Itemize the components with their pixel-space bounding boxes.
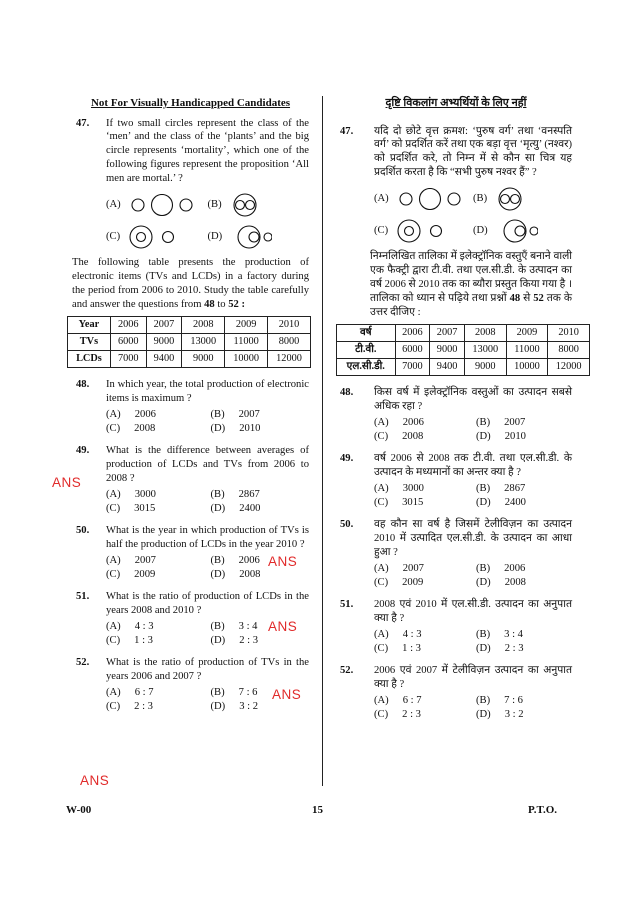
question-number: 50. — [76, 524, 90, 536]
option-label: (D) — [473, 225, 488, 237]
table-cell: 2008 — [464, 325, 506, 342]
table-cell: 8000 — [268, 334, 311, 351]
table-cell: 2008 — [182, 317, 225, 334]
question-text: What is the difference between averages of production of LCDs and TVs from 2006 to 2008 ? — [106, 445, 309, 485]
hindi-column — [340, 96, 582, 730]
option-d: (D) 2400 — [476, 497, 526, 509]
option-c: (C) 3015 — [106, 502, 156, 514]
question-text: वर्ष 2006 से 2008 तक टी.वी. तथा एल.सी.डी. के उत्पादन के मध्यमानों का अन्तर क्या है ? — [374, 453, 572, 479]
table-row-tvs — [68, 334, 311, 351]
table-cell: 9400 — [146, 351, 182, 368]
table-header-row — [68, 317, 311, 334]
table-cell: 7000 — [395, 359, 430, 376]
question-number: 47. — [76, 117, 90, 129]
option-a — [374, 188, 473, 210]
venn-figure-a — [397, 188, 463, 210]
table-cell: 6000 — [110, 334, 146, 351]
table-row-tvs — [337, 342, 590, 359]
option-a — [106, 194, 208, 216]
venn-figure-d — [496, 219, 538, 243]
answer-options — [374, 694, 572, 722]
question-number: 47. — [340, 125, 354, 137]
table-intro-hindi: निम्नलिखित तालिका में इलेक्ट्रॉनिक वस्तुएँ बनाने वाली एक फैक्ट्री द्वारा टी.वी. तथा एल.सी.डी. के उत्पादन का वर्ष 2006 से 2010 तक का ब्यौरा प्रस्तुत किया गया है । तालिका को ध्यान से पढ़िये तथा प्रश्नों 48 से 52 तक के उत्तर दीजिए : — [370, 251, 572, 319]
question-text: In which year, the total production of electronic items is maximum ? — [106, 379, 309, 405]
option-b: (B) 2007 — [476, 417, 526, 429]
table-cell: 2009 — [506, 325, 548, 342]
question-number: 50. — [340, 518, 354, 530]
venn-figure-a — [129, 194, 195, 216]
option-c: (C) 2009 — [374, 576, 424, 588]
table-intro: The following table presents the production of electronic items (TVs and LCDs) in a factory during the period from 2006 to 2010. Study the table carefully and answer the questions from 48 to 52 : — [72, 257, 309, 311]
answer-mark-q52: ANS — [80, 773, 110, 788]
option-label: (C) — [374, 225, 389, 237]
option-c: (C) 2008 — [374, 431, 424, 443]
table-cell: 10000 — [225, 351, 268, 368]
question-47-hindi — [340, 125, 572, 243]
option-b — [473, 188, 572, 210]
question-50-hindi — [340, 518, 572, 590]
table-cell: 7000 — [110, 351, 146, 368]
table-cell: 9000 — [182, 351, 225, 368]
question-text: वह कौन सा वर्ष है जिसमें टेलीविज़न का उत्पादन 2010 में उत्पादित एल.सी.डी. के उत्पादन का आधा हुआ ? — [374, 518, 572, 558]
question-number: 49. — [340, 453, 354, 465]
english-header: Not For Visually Handicapped Candidates — [90, 97, 291, 109]
option-c: (C) 1 : 3 — [106, 634, 153, 646]
table-cell: 8000 — [548, 342, 590, 359]
option-a: (A) 2006 — [374, 417, 424, 429]
venn-figure-d — [230, 225, 272, 249]
question-number: 51. — [76, 590, 90, 602]
answer-options — [106, 408, 309, 436]
question-text: किस वर्ष में इलेक्ट्रॉनिक वस्तुओं का उत्पादन सबसे अधिक रहा ? — [374, 387, 572, 413]
option-d: (D) 2008 — [210, 568, 261, 580]
table-cell: 13000 — [464, 342, 506, 359]
answer-mark-q49: ANS — [268, 554, 298, 569]
option-c: (C) 2 : 3 — [106, 700, 153, 712]
answer-options — [374, 416, 572, 444]
option-c — [106, 226, 208, 248]
option-a: (A) 3000 — [106, 489, 156, 501]
option-a: (A) 2007 — [106, 554, 156, 566]
question-number: 48. — [76, 379, 90, 391]
table-cell: 13000 — [182, 334, 225, 351]
production-table — [67, 316, 311, 368]
option-a: (A) 2007 — [374, 562, 424, 574]
venn-figure-b — [230, 193, 260, 217]
table-cell: 9000 — [146, 334, 182, 351]
option-c: (C) 2 : 3 — [374, 708, 421, 720]
option-d: (D) 3 : 2 — [210, 700, 259, 712]
option-a: (A) 6 : 7 — [106, 686, 154, 698]
table-cell: LCDs — [68, 351, 111, 368]
venn-figure-b — [495, 187, 525, 211]
table-row-lcds — [337, 359, 590, 376]
option-a: (A) 2006 — [106, 409, 156, 421]
table-cell: 6000 — [395, 342, 430, 359]
option-c: (C) 2009 — [106, 568, 156, 580]
table-cell: Year — [68, 317, 111, 334]
option-d: (D) 2010 — [476, 431, 526, 443]
option-b: (B) 7 : 6 — [210, 686, 258, 698]
question-51-hindi — [340, 598, 572, 656]
question-48 — [72, 378, 309, 436]
question-49 — [72, 444, 309, 516]
figure-options — [374, 188, 572, 242]
option-label: (D) — [207, 231, 223, 243]
option-d: (D) 2010 — [210, 423, 261, 435]
table-cell: 12000 — [548, 359, 590, 376]
table-cell: 9400 — [430, 359, 465, 376]
option-a: (A) 3000 — [374, 483, 424, 495]
question-text: यदि दो छोटे वृत्त क्रमश: ‘पुरुष वर्ग’ तथा ‘वनस्पति वर्ग’ को प्रदर्शित करें तथा एक बड़ा वृत्त ‘मृत्यु’ (नश्वर) को प्रदर्शित करे, तो निम्न में से कौन सा चित्र यह प्रदर्शित करता है कि “सभी पुरुष नश्वर हैं” ? — [374, 125, 572, 179]
option-b: (B) 2867 — [476, 483, 526, 495]
table-cell: 2006 — [395, 325, 430, 342]
table-cell: 12000 — [268, 351, 311, 368]
answer-mark-q50: ANS — [268, 619, 298, 634]
table-cell: 2006 — [110, 317, 146, 334]
question-number: 49. — [76, 445, 90, 457]
option-b — [208, 194, 310, 216]
option-d: (D) 3 : 2 — [476, 708, 524, 720]
question-text: What is the ratio of production of TVs in the years 2006 and 2007 ? — [106, 656, 309, 682]
table-cell: टी.वी. — [337, 342, 396, 359]
table-header-row — [337, 325, 590, 342]
option-b: (B) 2867 — [210, 489, 260, 501]
option-label: (A) — [374, 193, 389, 205]
question-52-hindi — [340, 664, 572, 722]
option-d: (D) 2 : 3 — [210, 634, 259, 646]
option-a: (A) 4 : 3 — [374, 628, 422, 640]
venn-figure-c — [396, 219, 446, 243]
table-cell: 11000 — [506, 342, 548, 359]
option-label: (A) — [106, 199, 121, 211]
table-cell: 9000 — [464, 359, 506, 376]
question-48-hindi — [340, 386, 572, 444]
question-text: 2006 एवं 2007 में टेलीविज़न उत्पादन का अनुपात क्या है ? — [374, 664, 572, 690]
option-c: (C) 3015 — [374, 497, 424, 509]
question-text: If two small circles represent the class of the ‘men’ and the class of the ‘plants’ and the big circle represents ‘mortality’, which one of the following figures represent the proposition ‘All men are mortal.’ ? — [106, 117, 309, 185]
option-label: (C) — [106, 231, 121, 243]
answer-mark-q51: ANS — [272, 687, 302, 702]
option-label: (B) — [473, 193, 488, 205]
table-cell: 2007 — [430, 325, 465, 342]
option-a: (A) 4 : 3 — [106, 620, 154, 632]
answer-options — [374, 482, 572, 510]
option-d: (D) 2008 — [476, 576, 526, 588]
question-number: 52. — [340, 664, 354, 676]
table-cell: वर्ष — [337, 325, 396, 342]
answer-options — [106, 488, 309, 516]
question-49-hindi — [340, 452, 572, 510]
question-47 — [72, 117, 309, 249]
question-text: What is the ratio of production of LCDs in the years 2008 and 2010 ? — [106, 590, 309, 616]
option-c: (C) 1 : 3 — [374, 642, 421, 654]
table-cell: 2009 — [225, 317, 268, 334]
answer-options — [374, 562, 572, 590]
option-c: (C) 2008 — [106, 423, 156, 435]
table-cell: 2010 — [268, 317, 311, 334]
figure-options — [106, 194, 309, 248]
option-d — [208, 226, 310, 248]
option-b: (B) 2006 — [476, 562, 526, 574]
option-d: (D) 2 : 3 — [476, 642, 524, 654]
table-cell: 10000 — [506, 359, 548, 376]
question-number: 51. — [340, 598, 354, 610]
venn-figure-c — [128, 225, 178, 249]
question-text: 2008 एवं 2010 में एल.सी.डी. उत्पादन का अनुपात क्या है ? — [374, 598, 572, 624]
option-b: (B) 2006 — [210, 554, 260, 566]
option-d: (D) 2400 — [210, 502, 261, 514]
hindi-header: दृष्टि विकलांग अभ्यर्थियों के लिए नहीं — [385, 97, 527, 109]
question-number: 52. — [76, 656, 90, 668]
question-number: 48. — [340, 387, 354, 399]
question-52 — [72, 656, 309, 714]
paper-code: W-00 — [66, 804, 92, 816]
production-table-hindi — [336, 324, 590, 376]
table-cell: 2010 — [548, 325, 590, 342]
pto-label: P.T.O. — [528, 804, 558, 816]
option-b: (B) 3 : 4 — [476, 628, 523, 640]
answer-options — [374, 628, 572, 656]
option-b: (B) 2007 — [210, 409, 260, 421]
table-row-lcds — [68, 351, 311, 368]
answer-mark-q48: ANS — [52, 475, 82, 490]
question-text: What is the year in which production of TVs is half the production of LCDs in the year 2010 ? — [106, 524, 309, 550]
option-b: (B) 3 : 4 — [210, 620, 258, 632]
table-cell: 11000 — [225, 334, 268, 351]
page-number: 15 — [312, 804, 323, 816]
table-cell: TVs — [68, 334, 111, 351]
option-c — [374, 220, 473, 242]
option-a: (A) 6 : 7 — [374, 694, 422, 706]
option-d — [473, 220, 572, 242]
option-label: (B) — [207, 199, 222, 211]
column-divider — [322, 96, 323, 786]
option-b: (B) 7 : 6 — [476, 694, 523, 706]
table-cell: एल.सी.डी. — [337, 359, 396, 376]
table-cell: 9000 — [430, 342, 465, 359]
table-cell: 2007 — [146, 317, 182, 334]
